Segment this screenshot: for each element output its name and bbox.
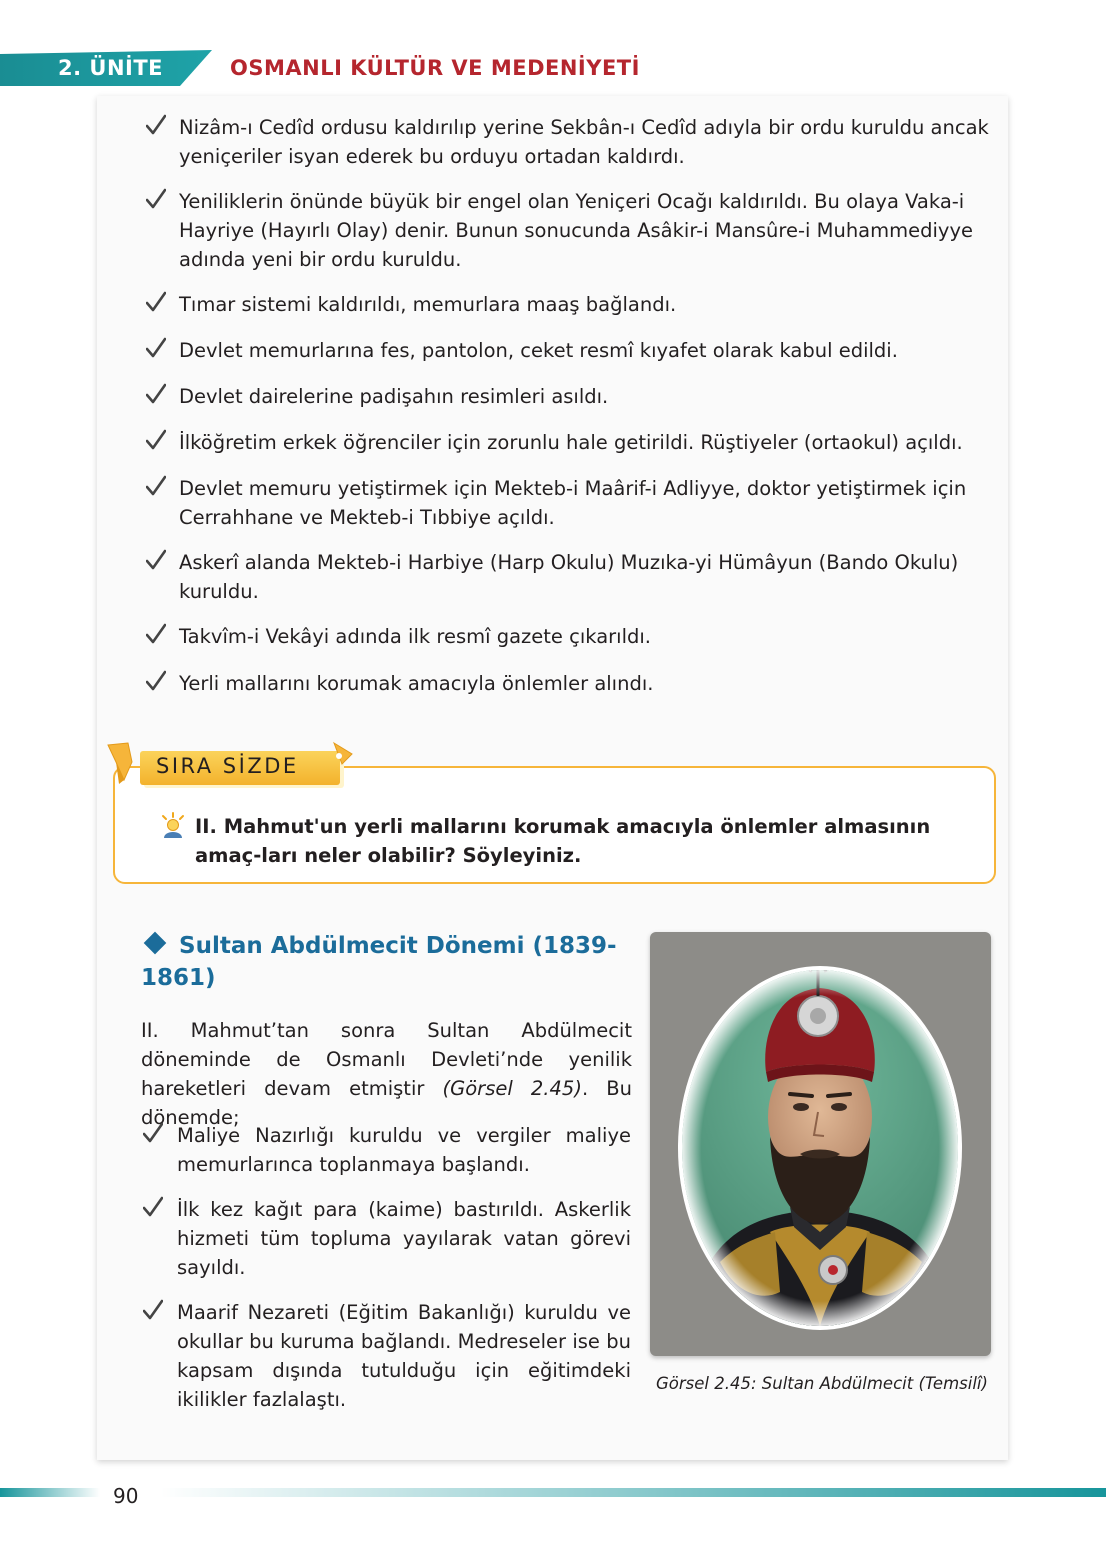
diamond-bullet-icon	[144, 932, 167, 955]
list-item-text: Yerli mallarını korumak amacıyla önlemler alındı.	[179, 672, 654, 695]
footer-bar-right	[160, 1488, 1106, 1497]
unit-title: OSMANLI KÜLTÜR VE MEDENİYETİ	[230, 56, 640, 80]
checkmark-icon	[146, 622, 166, 646]
checkmark-icon	[146, 113, 166, 137]
checkmark-icon	[143, 1121, 163, 1145]
list-item-text: Tımar sistemi kaldırıldı, memurlara maaş bağlandı.	[179, 293, 677, 316]
list-item-text: İlköğretim erkek öğrenciler için zorunlu hale getirildi. Rüştiyeler (ortaokul) açıldı.	[179, 431, 963, 454]
list-item	[146, 428, 1006, 457]
checkmark-icon	[146, 428, 166, 452]
list-item	[143, 1298, 631, 1414]
portrait-image	[650, 932, 991, 1356]
list-item-text: Devlet memurlarına fes, pantolon, ceket resmî kıyafet olarak kabul edildi.	[179, 339, 898, 362]
checkmark-icon	[146, 669, 166, 693]
checkmark-icon	[146, 336, 166, 360]
section-heading	[141, 930, 621, 994]
list-item-text: Devlet memuru yetiştirmek için Mekteb-i Maârif-i Adliyye, doktor yetiştirmek için Cerrahhane ve Mekteb-i Tıbbiye açıldı.	[179, 477, 967, 529]
figure-caption: Görsel 2.45: Sultan Abdülmecit (Temsilî)	[656, 1374, 988, 1393]
sira-sizde-label: SIRA SİZDE	[156, 754, 299, 778]
list-item-text: Devlet dairelerine padişahın resimleri asıldı.	[179, 385, 609, 408]
list-item	[146, 382, 1006, 411]
list-item	[143, 1195, 631, 1282]
checkmark-icon	[143, 1195, 163, 1219]
list-item	[146, 622, 1006, 651]
section-heading-text: Sultan Abdülmecit Dönemi (1839-1861)	[141, 933, 617, 991]
list-item-text: Maliye Nazırlığı kuruldu ve vergiler maliye memurlarınca toplanmaya başlandı.	[177, 1124, 631, 1176]
checkmark-icon	[146, 474, 166, 498]
checkmark-icon	[146, 382, 166, 406]
intro-paragraph	[141, 1016, 632, 1132]
unit-label: 2. ÜNİTE	[58, 56, 164, 80]
checkmark-icon	[146, 187, 166, 211]
checkmark-icon	[146, 548, 166, 572]
list-item	[143, 1121, 631, 1179]
list-item-text: Maarif Nezareti (Eğitim Bakanlığı) kuruldu ve okullar bu kuruma bağlandı. Medreseler ise bu kapsam dışında tutulduğu için eğitimdeki ikilikler fazlalaştı.	[177, 1301, 631, 1411]
sira-sizde-question: II. Mahmut'un yerli mallarını korumak amacıyla önlemler almasının amaç-ları neler olabilir? Söyleyiniz.	[195, 815, 931, 867]
list-item-text: Nizâm-ı Cedîd ordusu kaldırılıp yerine Sekbân-ı Cedîd adıyla bir ordu kuruldu ancak yeniçeriler isyan ederek bu orduyu ortadan kaldırdı.	[179, 116, 989, 168]
list-item	[146, 113, 1006, 171]
list-item	[146, 336, 1006, 365]
list-item-text: Askerî alanda Mekteb-i Harbiye (Harp Okulu) Muzıka-yi Hümâyun (Bando Okulu) kuruldu.	[179, 551, 959, 603]
checkmark-icon	[146, 290, 166, 314]
checkmark-icon	[143, 1298, 163, 1322]
footer-bar-left	[0, 1488, 100, 1497]
intro-text: II. Mahmut’tan sonra Sultan Abdülmecit döneminde de Osmanlı Devleti’nde yenilik hareketleri devam etmiştir	[141, 1019, 632, 1100]
list-item-text: Yeniliklerin önünde büyük bir engel olan Yeniçeri Ocağı kaldırıldı. Bu olaya Vaka-i Hayriye (Hayırlı Olay) denir. Bunun sonucunda Asâkir-i Mansûre-i Muhammediyye adında yeni bir ordu kuruldu.	[179, 190, 973, 271]
sultan-portrait	[650, 932, 991, 1356]
list-item	[146, 474, 1006, 532]
list-item	[146, 548, 1006, 606]
list-item	[146, 187, 1006, 274]
list-item	[146, 669, 1006, 698]
page-number: 90	[113, 1484, 139, 1508]
list-item-text: İlk kez kağıt para (kaime) bastırıldı. Askerlik hizmeti tüm topluma yayılarak vatan görevi sayıldı.	[177, 1198, 631, 1279]
thinking-person-icon	[160, 812, 186, 838]
intro-suffix: . Bu dönemde;	[141, 1077, 632, 1129]
figure-reference: (Görsel 2.45)	[442, 1077, 582, 1100]
list-item	[146, 290, 1006, 319]
list-item-text: Takvîm-i Vekâyi adında ilk resmî gazete çıkarıldı.	[179, 625, 652, 648]
